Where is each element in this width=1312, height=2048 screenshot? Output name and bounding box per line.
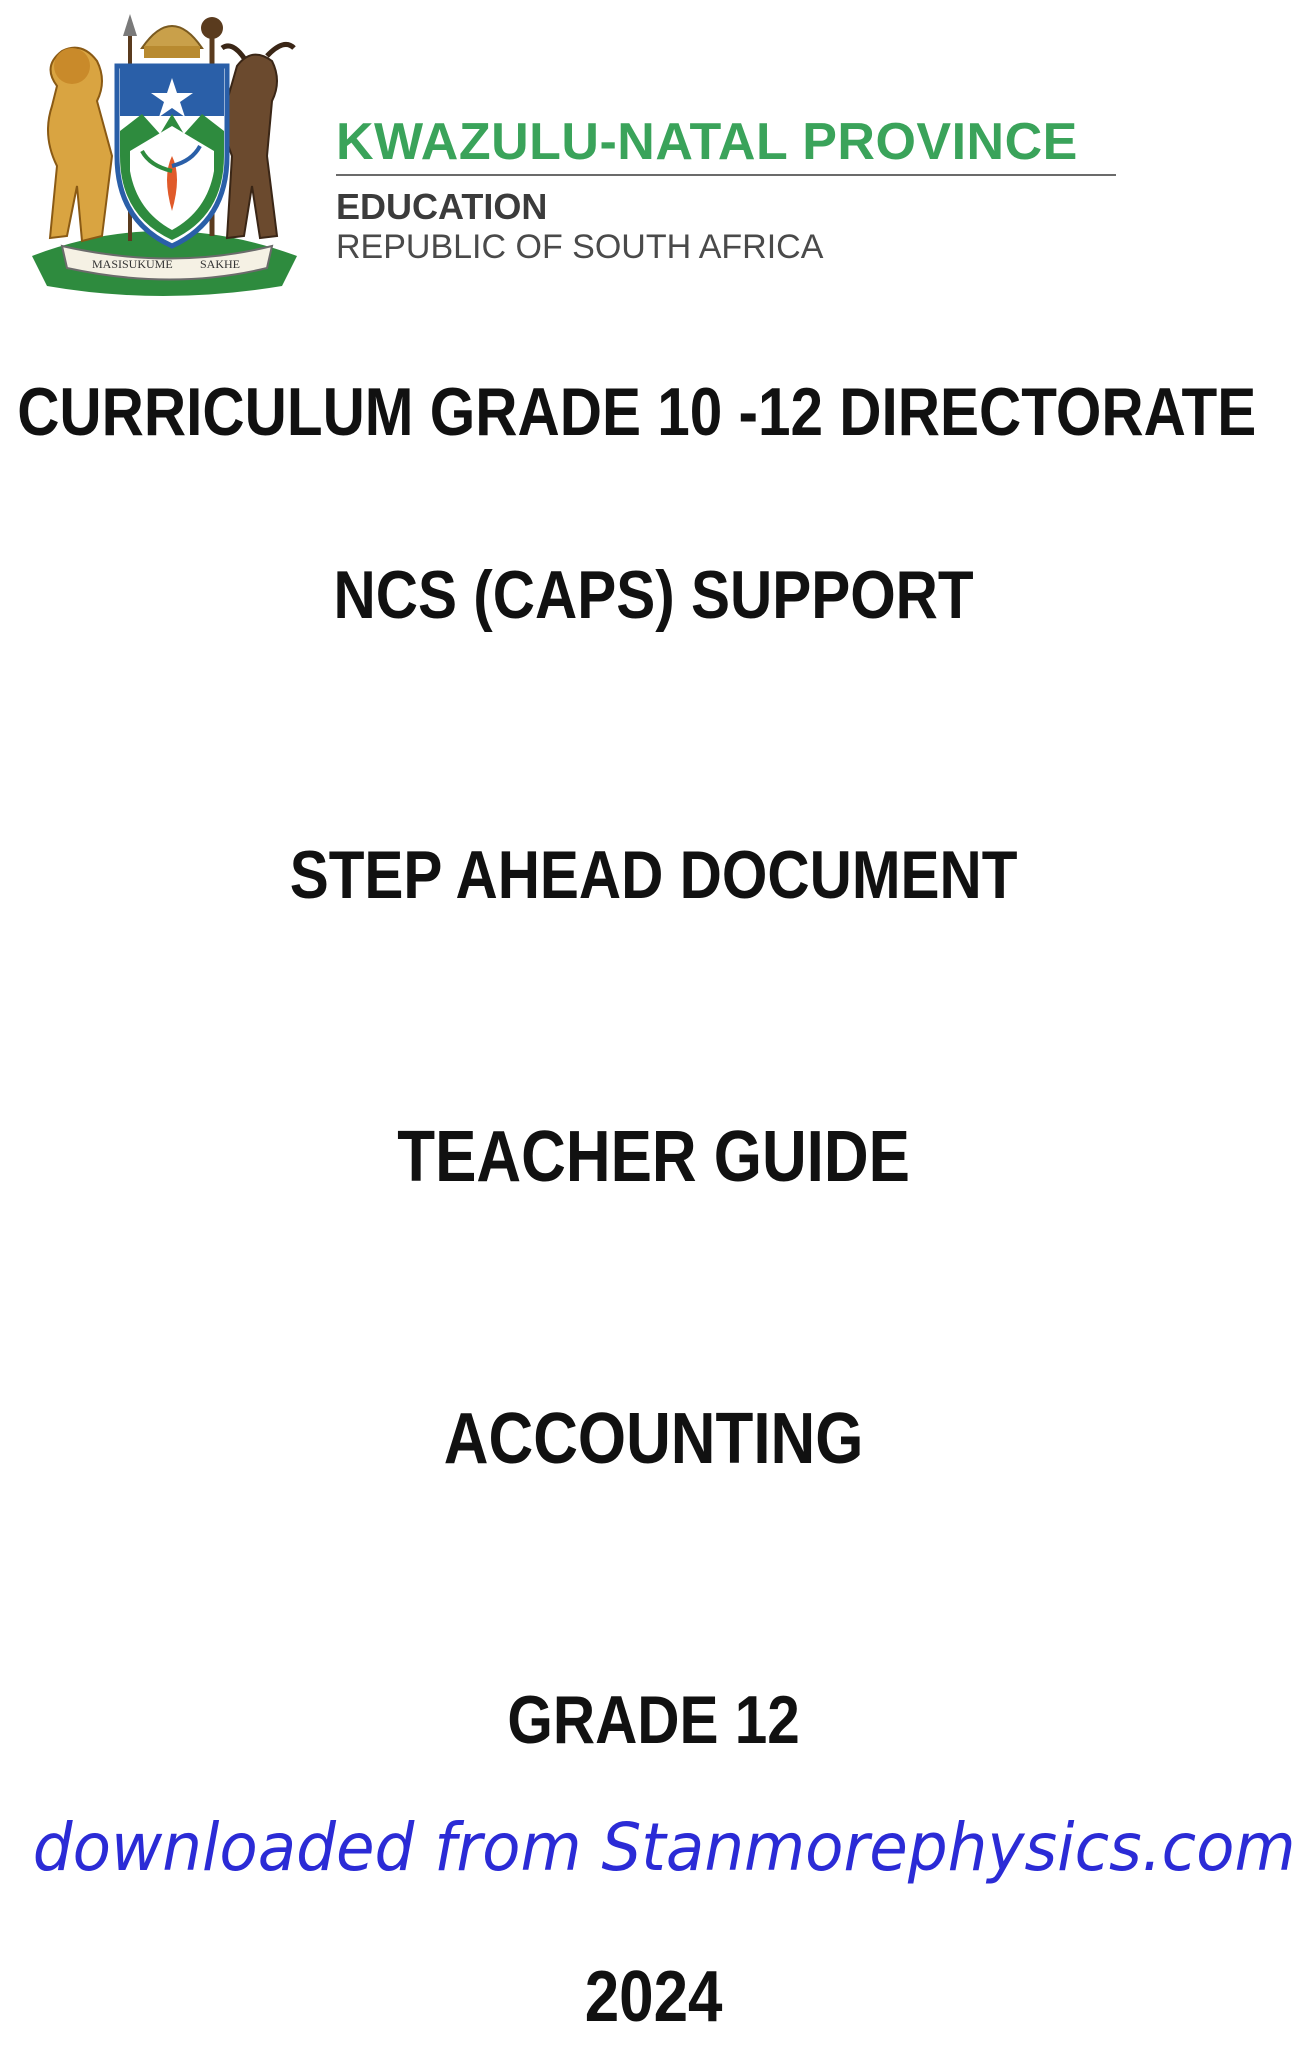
- document-header: [0, 0, 1312, 320]
- svg-text:SAKHE: SAKHE: [200, 257, 241, 271]
- department-name: EDUCATION: [336, 186, 548, 227]
- province-name: KWAZULU-NATAL PROVINCE: [336, 113, 1078, 171]
- svg-text:MASISUKUME: MASISUKUME: [92, 257, 173, 271]
- guide-type-heading: TEACHER GUIDE: [397, 1117, 910, 1197]
- download-watermark-text: downloaded from Stanmorephysics.com: [32, 1809, 1296, 1886]
- directorate-heading: CURRICULUM GRADE 10 -12 DIRECTORATE: [17, 374, 1257, 450]
- document-type-heading: STEP AHEAD DOCUMENT: [289, 837, 1018, 913]
- subject-heading: ACCOUNTING: [443, 1399, 864, 1479]
- department-wordmark: [336, 112, 1116, 266]
- country-name: REPUBLIC OF SOUTH AFRICA: [336, 228, 824, 266]
- grade-heading: GRADE 12: [507, 1682, 800, 1758]
- programme-heading: NCS (CAPS) SUPPORT: [333, 557, 974, 633]
- year-heading: 2024: [584, 1957, 723, 2037]
- kzn-coat-of-arms-icon: [22, 6, 307, 306]
- header-divider: [336, 174, 1116, 176]
